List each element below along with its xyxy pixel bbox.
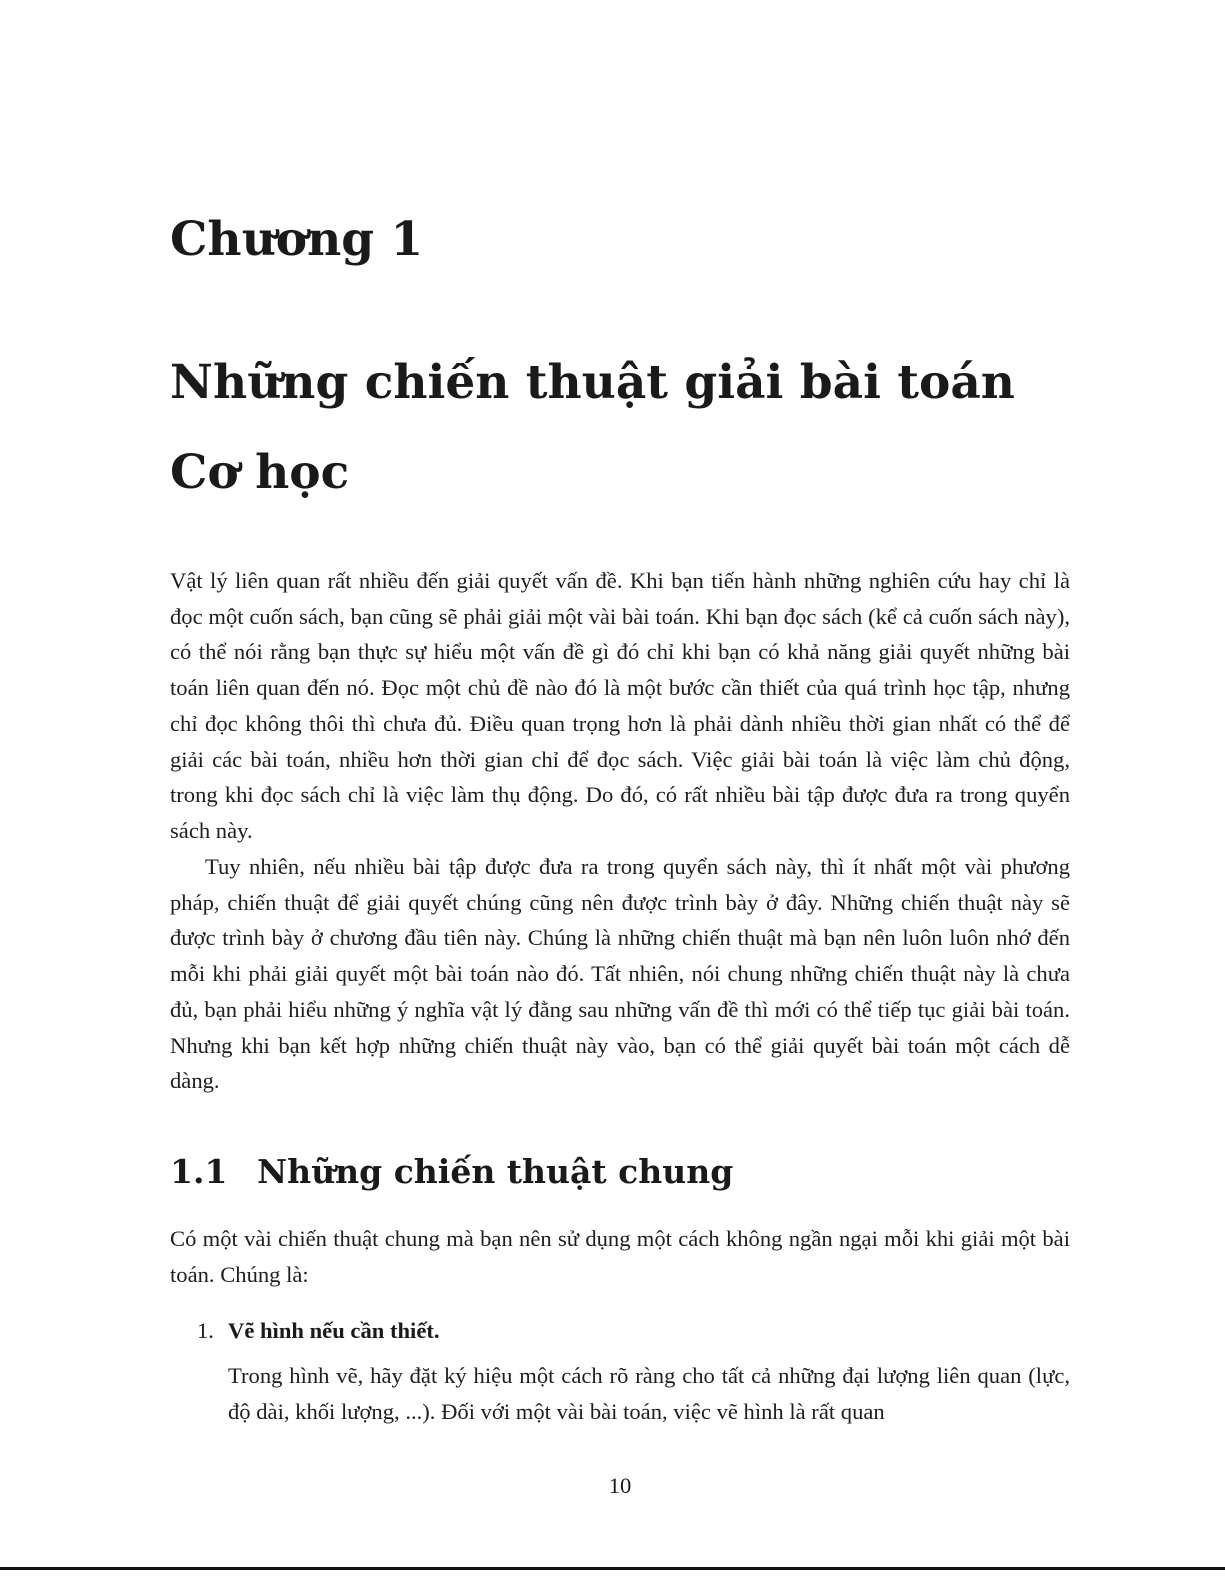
section-intro-paragraph: Có một vài chiến thuật chung mà bạn nên sử dụng một cách không ngần ngại mỗi khi giải một bài toán. Chúng là: xyxy=(170,1226,1070,1287)
chapter-title: Những chiến thuật giải bài toán Cơ học xyxy=(170,355,1015,500)
section-number: 1.1 xyxy=(170,1152,228,1191)
chapter-label: Chương 1 xyxy=(170,212,424,267)
intro-paragraph-2: Tuy nhiên, nếu nhiều bài tập được đưa ra trong quyển sách này, thì ít nhất một vài phương pháp, chiến thuật để giải quyết chúng cũng nên được trình bày ở đây. Những chiến thuật này sẽ được trình bày ở chương đầu tiên này. Chúng là những chiến thuật mà bạn nên luôn luôn nhớ đến mỗi khi phải giải quyết một bài toán nào đó. Tất nhiên, nói chung những chiến thuật này là chưa đủ, bạn phải hiểu những ý nghĩa vật lý đằng sau những vấn đề thì mới có thể tiếp tục giải bài toán. Nhưng khi bạn kết hợp những chiến thuật này vào, bạn có thể giải quyết bài toán một cách dễ dàng. xyxy=(170,854,1070,1094)
list-item-title: Vẽ hình nếu cần thiết. xyxy=(228,1318,440,1343)
page-number: 10 xyxy=(608,1473,632,1498)
list-item-number: 1. xyxy=(197,1318,214,1343)
list-item-body: Trong hình vẽ, hãy đặt ký hiệu một cách rõ ràng cho tất cả những đại lượng liên quan (lực, độ dài, khối lượng, ...). Đối với một vài bài toán, việc vẽ hình là rất quan xyxy=(228,1363,1070,1424)
section-title: Những chiến thuật chung xyxy=(257,1152,734,1191)
list-item xyxy=(170,1313,1070,1424)
bottom-edge-rule xyxy=(0,1567,1225,1570)
section-heading xyxy=(170,1152,733,1192)
list-item-head xyxy=(170,1313,1070,1349)
intro-paragraph-1: Vật lý liên quan rất nhiều đến giải quyết vấn đề. Khi bạn tiến hành những nghiên cứu hay chỉ là đọc một cuốn sách, bạn cũng sẽ phải giải một vài bài toán. Khi bạn đọc sách (kể cả cuốn sách này), có thể nói rằng bạn thực sự hiểu một vấn đề gì đó chỉ khi bạn có khả năng giải quyết những bài toán liên quan đến nó. Đọc một chủ đề nào đó là một bước cần thiết của quá trình học tập, nhưng chỉ đọc không thôi thì chưa đủ. Điều quan trọng hơn là phải dành nhiều thời gian nhất có thể để giải các bài toán, nhiều hơn thời gian chỉ để đọc sách. Việc giải bài toán là việc làm chủ động, trong khi đọc sách chỉ là việc làm thụ động. Do đó, có rất nhiều bài tập được đưa ra trong quyển sách này. xyxy=(170,568,1070,843)
